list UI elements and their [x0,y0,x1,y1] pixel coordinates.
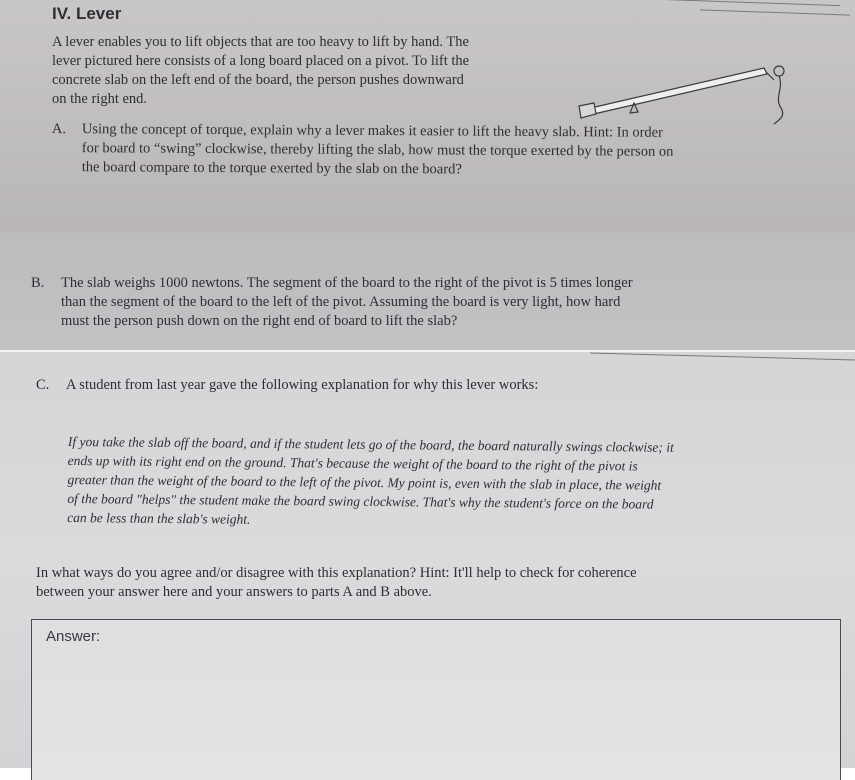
question-line: must the person push down on the right end of board to lift the slab? [61,313,458,329]
question-line: Using the concept of torque, explain why a lever makes it easier to lift the heavy slab. Hint: In order [81,121,664,141]
question-letter: A. [51,120,67,138]
question-letter: B. [31,275,45,291]
closing-line: between your answer here and your answers to parts A and B above. [36,584,432,600]
quote-line: can be less than the slab's weight. [67,509,251,527]
question-line: the board compare to the torque exerted by the slab on the board? [81,159,462,178]
question-a [52,120,812,185]
page-section-top [0,0,855,232]
quote-line: greater than the weight of the board to the left of the pivot. My point is, even with the slab in place, the weight [67,471,662,493]
question-c [36,376,796,398]
intro-line: lever pictured here consists of a long board placed on a pivot. To lift the [52,53,470,69]
quote-line: If you take the slab off the board, and if the student lets go of the board, the board naturally swings clockwise; it [67,433,674,455]
closing-question [36,564,816,602]
intro-paragraph [52,33,572,109]
question-body [82,120,674,181]
question-line: A student from last year gave the following explanation for why this lever works: [66,377,539,393]
question-line: The slab weighs 1000 newtons. The segment of the board to the right of the pivot is 5 times longer [61,275,633,291]
question-letter: C. [36,377,50,393]
answer-box[interactable] [31,619,841,780]
question-body [61,274,633,331]
question-body [66,376,538,395]
question-line: than the segment of the board to the left of the pivot. Assuming the board is very light, how hard [61,294,621,310]
question-b [31,274,811,334]
decorative-rule [660,0,840,6]
intro-line: concrete slab on the left end of the board, the person pushes downward [52,72,464,88]
student-explanation-quote [67,432,798,534]
quote-line: ends up with its right end on the ground. That's because the weight of the board to the right of the pivot is [67,452,638,474]
decorative-rule [700,9,850,15]
intro-line: A lever enables you to lift objects that are too heavy to lift by hand. The [52,34,469,50]
intro-line: on the right end. [52,91,148,107]
decorative-rule [590,353,855,361]
quote-line: of the board "helps" the student make the board swing clockwise. That's why the student's force on the board [67,490,654,512]
question-line: for board to “swing” clockwise, thereby lifting the slab, how must the torque exerted by the person on [81,140,674,160]
closing-line: In what ways do you agree and/or disagree with this explanation? Hint: It'll help to check for coherence [36,565,637,581]
section-title: IV. Lever [52,4,122,23]
answer-label: Answer: [46,628,101,645]
